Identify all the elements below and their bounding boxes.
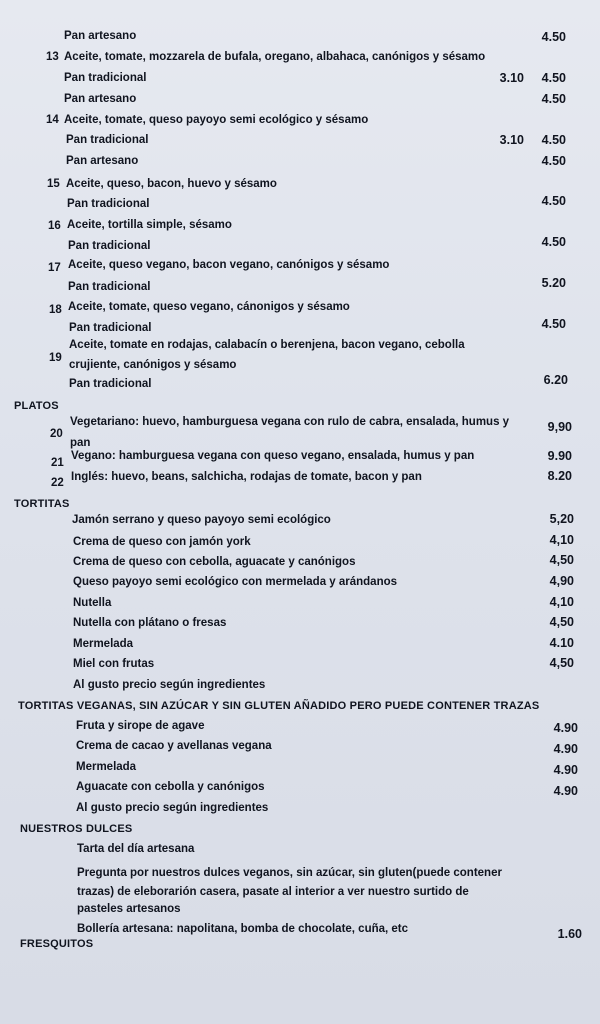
item-label: Nutella: [73, 597, 112, 609]
item-label: Pan tradicional: [64, 72, 147, 84]
price: 4,10: [549, 533, 574, 547]
item-label: Pan tradicional: [68, 281, 151, 293]
item-label: Fruta y sirope de agave: [76, 720, 205, 732]
item-number: 21: [51, 457, 64, 469]
item-label: Pan tradicional: [68, 240, 151, 252]
item-description: Aceite, tomate, queso vegano, cánonigos y sésamo: [68, 301, 350, 313]
item-label: Pan tradicional: [66, 134, 149, 146]
item-description: Pregunta por nuestros dulces veganos, sin azúcar, sin gluten(puede contener: [77, 867, 502, 879]
price: 8.20: [547, 469, 572, 483]
item-label: Mermelada: [76, 761, 137, 773]
price: 4.90: [553, 742, 578, 756]
price: 4.50: [541, 194, 566, 208]
item-label: Al gusto precio según ingredientes: [76, 802, 269, 814]
price: 1.60: [557, 927, 582, 941]
item-description-cont: pan: [70, 437, 91, 449]
item-number: 13: [46, 51, 59, 63]
price: 4.90: [553, 763, 578, 777]
item-number: 16: [48, 220, 61, 232]
price: 4.50: [541, 30, 566, 44]
price: 4,50: [549, 615, 574, 629]
item-label: Pan tradicional: [69, 378, 152, 390]
item-label: Miel con frutas: [73, 658, 155, 670]
item-label: Al gusto precio según ingredientes: [73, 679, 266, 691]
item-label: Pan artesano: [64, 93, 137, 105]
price: 4.50: [541, 92, 566, 106]
item-description: Aceite, tomate, mozzarela de bufala, oregano, albahaca, canónigos y sésamo: [64, 51, 486, 63]
item-number: 19: [49, 352, 62, 364]
price: 4,50: [549, 656, 574, 670]
price: 3.10: [499, 71, 524, 85]
item-description-cont: crujiente, canónigos y sésamo: [69, 359, 237, 371]
item-description-cont: pasteles artesanos: [77, 903, 181, 915]
item-description: Inglés: huevo, beans, salchicha, rodajas de tomate, bacon y pan: [71, 471, 422, 483]
item-label: Jamón serrano y queso payoyo semi ecológico: [72, 514, 331, 526]
price: 4,10: [549, 595, 574, 609]
price: 9.90: [547, 449, 572, 463]
item-label: Pan artesano: [64, 30, 137, 42]
price: 4.10: [549, 636, 574, 650]
price: 4.50: [541, 154, 566, 168]
price: 5.20: [541, 276, 566, 290]
item-label: Crema de cacao y avellanas vegana: [76, 740, 272, 752]
item-number: 15: [47, 178, 60, 190]
price: 6.20: [543, 373, 568, 387]
item-description: Aceite, tomate, queso payoyo semi ecológico y sésamo: [64, 114, 369, 126]
item-number: 14: [46, 114, 59, 126]
item-description: Aceite, tortilla simple, sésamo: [67, 219, 232, 231]
item-number: 22: [51, 477, 64, 489]
item-description: Aceite, tomate en rodajas, calabacín o berenjena, bacon vegano, cebolla: [69, 339, 465, 351]
section-title-tortitas: TORTITAS: [14, 498, 70, 510]
item-number: 17: [48, 262, 61, 274]
section-title-tortitas-veganas: TORTITAS VEGANAS, SIN AZÚCAR Y SIN GLUTEN AÑADIDO PERO PUEDE CONTENER TRAZAS: [18, 700, 540, 712]
item-description: Aceite, queso, bacon, huevo y sésamo: [66, 178, 277, 190]
price: 4.50: [541, 317, 566, 331]
item-label: Mermelada: [73, 638, 134, 650]
item-description-cont: trazas) de eleborarión casera, pasate al interior a ver nuestro surtido de: [77, 886, 469, 898]
item-label: Aguacate con cebolla y canónigos: [76, 781, 265, 793]
price: 4,50: [549, 553, 574, 567]
price: 4.50: [541, 133, 566, 147]
item-label: Crema de queso con cebolla, aguacate y canónigos: [73, 556, 356, 568]
item-label: Crema de queso con jamón york: [73, 536, 251, 548]
section-title-fresquitos: FRESQUITOS: [20, 938, 94, 950]
item-description: Aceite, queso vegano, bacon vegano, canónigos y sésamo: [68, 259, 390, 271]
item-label: Bollería artesana: napolitana, bomba de chocolate, cuña, etc: [77, 923, 409, 935]
item-label: Pan tradicional: [69, 322, 152, 334]
item-number: 20: [50, 428, 63, 440]
item-label: Queso payoyo semi ecológico con mermelada y arándanos: [73, 576, 398, 588]
item-number: 18: [49, 304, 62, 316]
price: 4.90: [553, 784, 578, 798]
item-label: Pan artesano: [66, 155, 139, 167]
section-title-platos: PLATOS: [14, 400, 59, 412]
price: 4.50: [541, 235, 566, 249]
price: 3.10: [499, 133, 524, 147]
price: 5,20: [549, 512, 574, 526]
price: 4.50: [541, 71, 566, 85]
price: 4.90: [553, 721, 578, 735]
item-label: Tarta del día artesana: [77, 843, 195, 855]
item-label: Pan tradicional: [67, 198, 150, 210]
item-description: Vegano: hamburguesa vegana con queso vegano, ensalada, humus y pan: [71, 450, 475, 462]
item-label: Nutella con plátano o fresas: [73, 617, 227, 629]
item-description: Vegetariano: huevo, hamburguesa vegana con rulo de cabra, ensalada, humus y: [70, 416, 510, 428]
price: 4,90: [549, 574, 574, 588]
section-title-dulces: NUESTROS DULCES: [20, 823, 133, 835]
price: 9,90: [547, 420, 572, 434]
